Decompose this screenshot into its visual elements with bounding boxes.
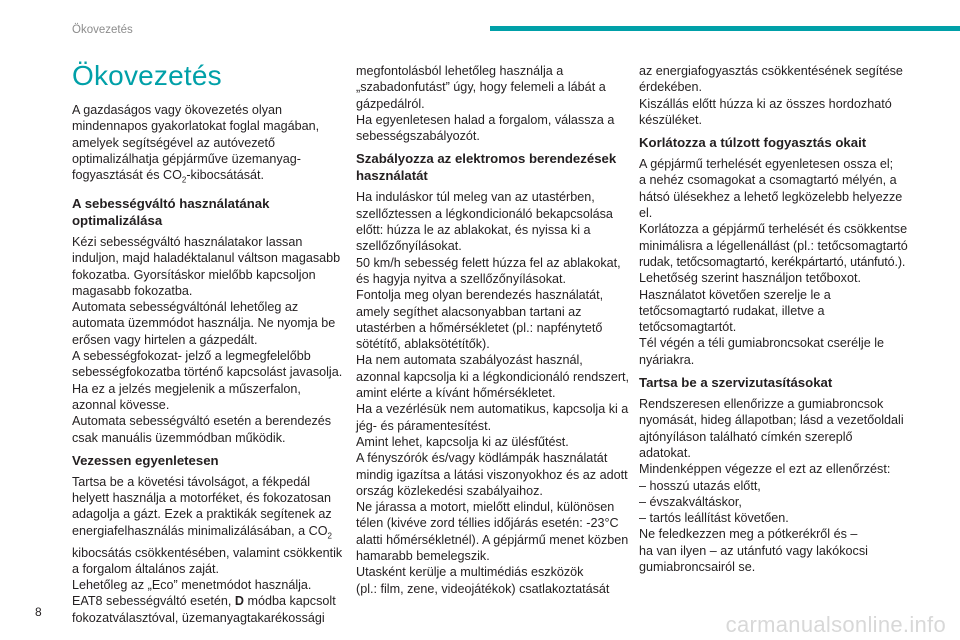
text-line: Tartsa be a követési távolságot, a fékpedál (72, 474, 311, 489)
smooth-driving-continued (356, 63, 622, 144)
subscript: 2 (327, 531, 332, 541)
text-line: Mindenképpen végezze el ezt az ellenőrzést: (639, 462, 891, 477)
text-line: az energiafogyasztás csökkentésének segítése (639, 64, 903, 78)
text-line: Amint lehet, kapcsolja ki az ülésfűtést. (356, 434, 569, 449)
text-line: és hagyja nyitva a szellőzőnyílásokat. (356, 271, 567, 286)
text-line: kibocsátás csökkentésében, valamint csökkentik (72, 545, 343, 560)
text-line: helyett használja a motorféket, és fokozatosan (72, 491, 332, 506)
text-line: erősen vagy hirtelen a gázpedált. (72, 332, 258, 347)
text-line: azonnal kapcsolja ki a légkondicionáló rendszert, (356, 369, 630, 384)
text-line (72, 167, 338, 189)
subscript: 2 (181, 175, 187, 185)
text-line: rudak, tetőcsomagtartó, kerékpártartó, utánfutó.). (639, 254, 906, 269)
text-line: alatti hőmérsékletnél). A gépjármű menet közben (356, 532, 629, 547)
heading-line: optimalizálása (72, 213, 163, 228)
text-line: Használatot követően szerelje le a (639, 287, 831, 302)
text-line: a forgalom általános zaját. (72, 561, 220, 576)
text-line: Tél végén a téli gumiabroncsokat cserélje le (639, 336, 885, 351)
text-line: tetőcsomagtartó rudakat, illetve a (639, 303, 825, 318)
list-item: – évszakváltáskor, (639, 494, 742, 509)
text-line (72, 523, 338, 545)
text-line: nyomását, hideg állapotban; lásd a vezetőoldali (639, 413, 904, 428)
text-line: „szabadonfutást” úgy, hogy felemeli a lábát a (356, 80, 606, 95)
text-line: optimalizálhatja gépjárműve üzemanyag- (72, 151, 301, 166)
text-line: amely segíthet alacsonyabban tartani az (356, 304, 582, 319)
text-line: Ha induláskor túl meleg van az utastérben, (356, 190, 595, 205)
text-line: télen (kivéve zord téllies időjárás esetén: -23°C (356, 516, 619, 531)
text-line: sebességfokozatba történő kapcsolást javasolja. (72, 365, 343, 380)
running-header: Ökovezetés (72, 24, 133, 36)
text-line: tetőcsomagtartót. (639, 320, 737, 335)
text-line: nyáriakra. (639, 352, 695, 367)
text-line: Lehetőleg az „Eco” menetmódot használja. (72, 578, 312, 593)
text-line: induljon, majd haladéktalanul váltson magasabb (72, 251, 341, 266)
section-heading-consumption: Korlátozza a túlzott fogyasztás okait (639, 135, 867, 151)
header-accent-bar (490, 26, 960, 31)
text-line: A gazdaságos vagy ökovezetés olyan (72, 103, 283, 117)
smooth-driving-paragraph (72, 474, 343, 626)
column-1 (72, 60, 343, 626)
column-2 (356, 63, 630, 597)
text-line: a nehéz csomagokat a csomagtartó mélyén, a (639, 173, 897, 188)
text-line: (pl.: film, zene, videojátékok) csatlakoztatását (356, 581, 610, 596)
page-number: 8 (35, 605, 42, 619)
list-item: – tartós leállítást követően. (639, 511, 789, 526)
text-line: gázpedálról. (356, 96, 425, 111)
text-line: érdekében. (639, 80, 703, 95)
text-line: Ne feledkezzen meg a pótkerékről és – (639, 527, 858, 542)
text-line: gumiabroncsairól se. (639, 560, 756, 575)
text-line: ajtónyíláson található címkén szereplő (639, 429, 853, 444)
section-heading-gearbox (72, 195, 338, 229)
text-line: szellőzőnyílásokat. (356, 239, 462, 254)
text-fragment: módba kapcsolt (244, 594, 336, 609)
intro-paragraph (72, 102, 338, 189)
text-line: utastérben a hőmérsékletet (pl.: napfénytető (356, 320, 603, 335)
text-line: ha van ilyen – az utánfutó vagy lakókocsi (639, 543, 868, 558)
text-line (72, 593, 338, 609)
text-line: A sebességfokozat- jelző a legmegfelelőbb (72, 349, 311, 364)
text-line: szellőztessen a légkondicionáló bekapcsolása (356, 206, 613, 221)
section-heading-electrical (356, 150, 622, 184)
text-line: Ha egyenletesen halad a forgalom, válassza a (356, 112, 615, 127)
text-fragment: EAT8 sebességváltó esetén, (72, 594, 235, 609)
text-line: Ne járassa a motort, mielőtt elindul, különösen (356, 500, 615, 515)
text-line: csak manuális üzemmódban működik. (72, 430, 286, 445)
text-line: Automata sebességváltónál lehetőleg az (72, 300, 299, 315)
text-line: amelyek segítségével az autóvezető (72, 135, 276, 150)
text-fragment: -kibocsátását. (186, 168, 265, 183)
text-line: Lehetőség szerint használjon tetőboxot. (639, 271, 861, 286)
text-line: hátsó ülésekhez a lehető legközelebb helyezze (639, 189, 903, 204)
text-line: Kézi sebességváltó használatakor lassan (72, 235, 303, 249)
text-line: azonnal kövesse. (72, 397, 170, 412)
text-line: magasabb fokozatba. (72, 283, 193, 298)
list-item: – hosszú utazás előtt, (639, 478, 761, 493)
text-line: mindennapos gyakorlatokat foglal magában, (72, 119, 320, 134)
text-line: előtt: húzza le az ablakokat, és nyissa ki a (356, 223, 591, 238)
text-line: ország közlekedési szabályaihoz. (356, 483, 543, 498)
text-line: Rendszeresen ellenőrizze a gumiabroncsok (639, 397, 884, 412)
text-line: A gépjármű terhelését egyenletesen ossza el; (639, 157, 894, 172)
text-line: megfontolásból lehetőleg használja a (356, 64, 564, 78)
text-line: adatokat. (639, 445, 691, 460)
text-line: el. (639, 206, 653, 221)
heading-line: használatát (356, 168, 428, 184)
text-line: Utasként kerülje a multimédiás eszközök (356, 565, 584, 580)
section-heading-service: Tartsa be a szervizutasításokat (639, 375, 833, 391)
text-line: 50 km/h sebesség felett húzza fel az ablakokat, (356, 255, 621, 270)
text-line: Kiszállás előtt húzza ki az összes hordozható (639, 96, 892, 111)
gearbox-paragraph (72, 234, 343, 446)
column-3 (639, 63, 908, 575)
section-heading-smooth-driving: Vezessen egyenletesen (72, 452, 219, 468)
text-line: fokozatba. Gyorsításkor mielőbb kapcsoljon (72, 267, 316, 282)
text-line: adagolja a gázt. Ezek a praktikák segítenek az (72, 507, 332, 522)
text-line: sebességszabályozót. (356, 129, 480, 144)
text-line: amint elérte a kívánt hőmérsékletet. (356, 386, 556, 401)
text-line: készüléket. (639, 112, 702, 127)
text-fragment: energiafelhasználás minimalizálásában, a CO (72, 523, 328, 538)
consumption-paragraph (639, 156, 908, 368)
electrical-continued (639, 63, 905, 128)
text-line: mindig igazítsa a látási viszonyokhoz és az adott (356, 467, 628, 482)
watermark: carmanualsonline.info (725, 612, 946, 637)
text-line: Ha nem automata szabályozást használ, (356, 353, 583, 368)
service-paragraph (639, 396, 905, 575)
page-title: Ökovezetés (72, 60, 222, 91)
text-line: jég- és páramentesítést. (356, 418, 492, 433)
text-line: fokozatválasztóval, üzemanyagtakarékossági (72, 610, 325, 625)
text-fragment: fogyasztását és CO (72, 168, 182, 183)
text-line: Ha ez a jelzés megjelenik a műszerfalon, (72, 381, 301, 396)
heading-line: Szabályozza az elektromos berendezések (356, 151, 617, 167)
text-line: A fényszórók és/vagy ködlámpák használatát (356, 451, 608, 466)
text-line: minimálisra a légellenállást (pl.: tetőcsomagtartó (639, 238, 908, 253)
text-line: hamarabb bemelegszik. (356, 549, 490, 564)
text-line: Automata sebességváltó esetén a berendezés (72, 414, 332, 429)
text-line: Ha a vezérlésük nem automatikus, kapcsolja ki a (356, 402, 629, 417)
heading-line: A sebességváltó használatának (72, 196, 270, 211)
text-line: Fontolja meg olyan berendezés használatát, (356, 288, 604, 303)
text-line: Korlátozza a gépjármű terhelését és csökkentse (639, 222, 908, 237)
electrical-paragraph (356, 189, 630, 596)
text-line: sötétítő, ablaksötétítők). (356, 337, 490, 352)
text-line: automata üzemmódot használja. Ne nyomja be (72, 316, 336, 331)
bold-fragment: D (234, 594, 244, 609)
